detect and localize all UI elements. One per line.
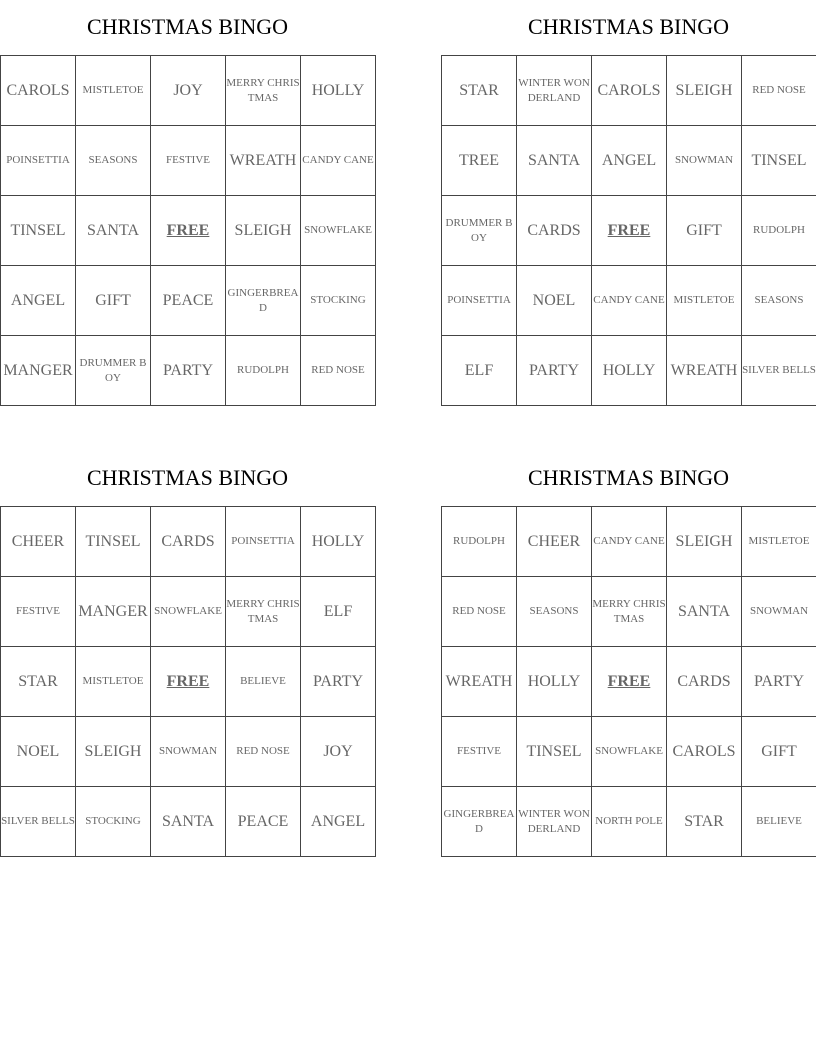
bingo-card-3 [0,451,375,857]
bingo-grid [441,55,816,406]
grid-row [1,266,376,336]
grid-row [1,126,376,196]
bingo-cell: NORTH POLE [592,787,667,857]
bingo-cell: NOEL [1,717,76,787]
bingo-cell: STAR [442,56,517,126]
bingo-grid [0,55,376,406]
bingo-cell: RUDOLPH [742,196,816,266]
bingo-cell: DRUMMER BOY [76,336,151,406]
bingo-cell: CAROLS [592,56,667,126]
bingo-cell: PARTY [742,647,816,717]
grid-row [442,126,816,196]
bingo-card-2 [441,0,816,406]
bingo-cell: ELF [442,336,517,406]
grid-row [1,717,376,787]
bingo-cell: PARTY [517,336,592,406]
bingo-cell: ELF [301,577,376,647]
bingo-cell: BELIEVE [742,787,816,857]
bingo-cell: SNOWFLAKE [301,196,376,266]
bingo-cell: STAR [1,647,76,717]
bingo-cell: TREE [442,126,517,196]
bingo-cell: SLEIGH [667,507,742,577]
bingo-cell: DRUMMER BOY [442,196,517,266]
bingo-cell: CARDS [517,196,592,266]
bingo-cell: TINSEL [742,126,816,196]
bingo-cell: CANDY CANE [592,266,667,336]
bingo-cell: PEACE [151,266,226,336]
bingo-cell: NOEL [517,266,592,336]
grid-row [1,577,376,647]
bingo-cell: CHEER [1,507,76,577]
bingo-cell: ANGEL [592,126,667,196]
grid-row [1,647,376,717]
bingo-cell: POINSETTIA [226,507,301,577]
bingo-cell: PARTY [301,647,376,717]
free-space-cell: FREE [592,196,667,266]
bingo-cell: FESTIVE [151,126,226,196]
bingo-cell: HOLLY [301,56,376,126]
bingo-cell: ANGEL [301,787,376,857]
bingo-card-1 [0,0,375,406]
bingo-cell: SILVER BELLS [1,787,76,857]
bingo-cell: RED NOSE [226,717,301,787]
grid-row [442,266,816,336]
grid-row [442,56,816,126]
bingo-cell: POINSETTIA [442,266,517,336]
bingo-cell: HOLLY [301,507,376,577]
bingo-cell: MISTLETOE [76,56,151,126]
bingo-cell: GIFT [667,196,742,266]
bingo-cell: WINTER WONDERLAND [517,56,592,126]
bingo-cell: SEASONS [517,577,592,647]
bingo-cell: CAROLS [1,56,76,126]
bingo-cell: TINSEL [1,196,76,266]
bingo-cell: SANTA [76,196,151,266]
bingo-card-4 [441,451,816,857]
bingo-cell: ANGEL [1,266,76,336]
grid-row [442,647,816,717]
bingo-cell: GINGERBREAD [442,787,517,857]
bingo-cell: MERRY CHRISTMAS [226,56,301,126]
free-space-cell: FREE [151,647,226,717]
bingo-cell: MANGER [76,577,151,647]
bingo-cell: SNOWMAN [667,126,742,196]
bingo-cell: SNOWMAN [742,577,816,647]
bingo-cell: CARDS [151,507,226,577]
bingo-cell: GINGERBREAD [226,266,301,336]
grid-row [442,717,816,787]
bingo-cell: RED NOSE [742,56,816,126]
bingo-cell: GIFT [76,266,151,336]
grid-row [1,787,376,857]
bingo-cell: WREATH [226,126,301,196]
bingo-cell: CARDS [667,647,742,717]
grid-row [442,336,816,406]
bingo-cell: MERRY CHRISTMAS [592,577,667,647]
bingo-cell: MISTLETOE [667,266,742,336]
bingo-cell: SLEIGH [76,717,151,787]
bingo-cell: POINSETTIA [1,126,76,196]
card-title: CHRISTMAS BINGO [86,14,289,39]
bingo-cell: PARTY [151,336,226,406]
free-space-cell: FREE [151,196,226,266]
bingo-cell: SLEIGH [226,196,301,266]
bingo-cell: STAR [667,787,742,857]
bingo-cell: RUDOLPH [226,336,301,406]
bingo-cell: SANTA [517,126,592,196]
bingo-cell: JOY [151,56,226,126]
bingo-cell: SNOWMAN [151,717,226,787]
bingo-cell: MANGER [1,336,76,406]
bingo-cell: RUDOLPH [442,507,517,577]
bingo-cell: MERRY CHRISTMAS [226,577,301,647]
bingo-cell: WREATH [442,647,517,717]
bingo-cell: CHEER [517,507,592,577]
bingo-cell: JOY [301,717,376,787]
bingo-cell: RED NOSE [301,336,376,406]
bingo-cell: HOLLY [592,336,667,406]
bingo-cell: FESTIVE [442,717,517,787]
bingo-cell: PEACE [226,787,301,857]
grid-row [442,196,816,266]
card-title: CHRISTMAS BINGO [86,465,289,490]
grid-row [1,507,376,577]
bingo-cell: SLEIGH [667,56,742,126]
grid-row [1,336,376,406]
bingo-cell: BELIEVE [226,647,301,717]
bingo-cell: SANTA [667,577,742,647]
bingo-cell: TINSEL [76,507,151,577]
grid-row [442,507,816,577]
bingo-cell: GIFT [742,717,816,787]
bingo-cell: SANTA [151,787,226,857]
bingo-cell: SNOWFLAKE [592,717,667,787]
bingo-cell: FESTIVE [1,577,76,647]
grid-row [1,196,376,266]
bingo-cell: SEASONS [76,126,151,196]
bingo-cell: WREATH [667,336,742,406]
bingo-cell: CANDY CANE [592,507,667,577]
bingo-cell: RED NOSE [442,577,517,647]
card-title: CHRISTMAS BINGO [527,14,730,39]
card-title: CHRISTMAS BINGO [527,465,730,490]
bingo-cell: CANDY CANE [301,126,376,196]
free-space-cell: FREE [592,647,667,717]
bingo-grid [0,506,376,857]
bingo-cell: SILVER BELLS [742,336,816,406]
bingo-cell: CAROLS [667,717,742,787]
bingo-cell: TINSEL [517,717,592,787]
bingo-cell: HOLLY [517,647,592,717]
bingo-cell: MISTLETOE [742,507,816,577]
grid-row [442,787,816,857]
bingo-cell: MISTLETOE [76,647,151,717]
bingo-grid [441,506,816,857]
grid-row [1,56,376,126]
bingo-cell: WINTER WONDERLAND [517,787,592,857]
grid-row [442,577,816,647]
bingo-cell: STOCKING [76,787,151,857]
bingo-cell: SNOWFLAKE [151,577,226,647]
bingo-cell: STOCKING [301,266,376,336]
bingo-cell: SEASONS [742,266,816,336]
